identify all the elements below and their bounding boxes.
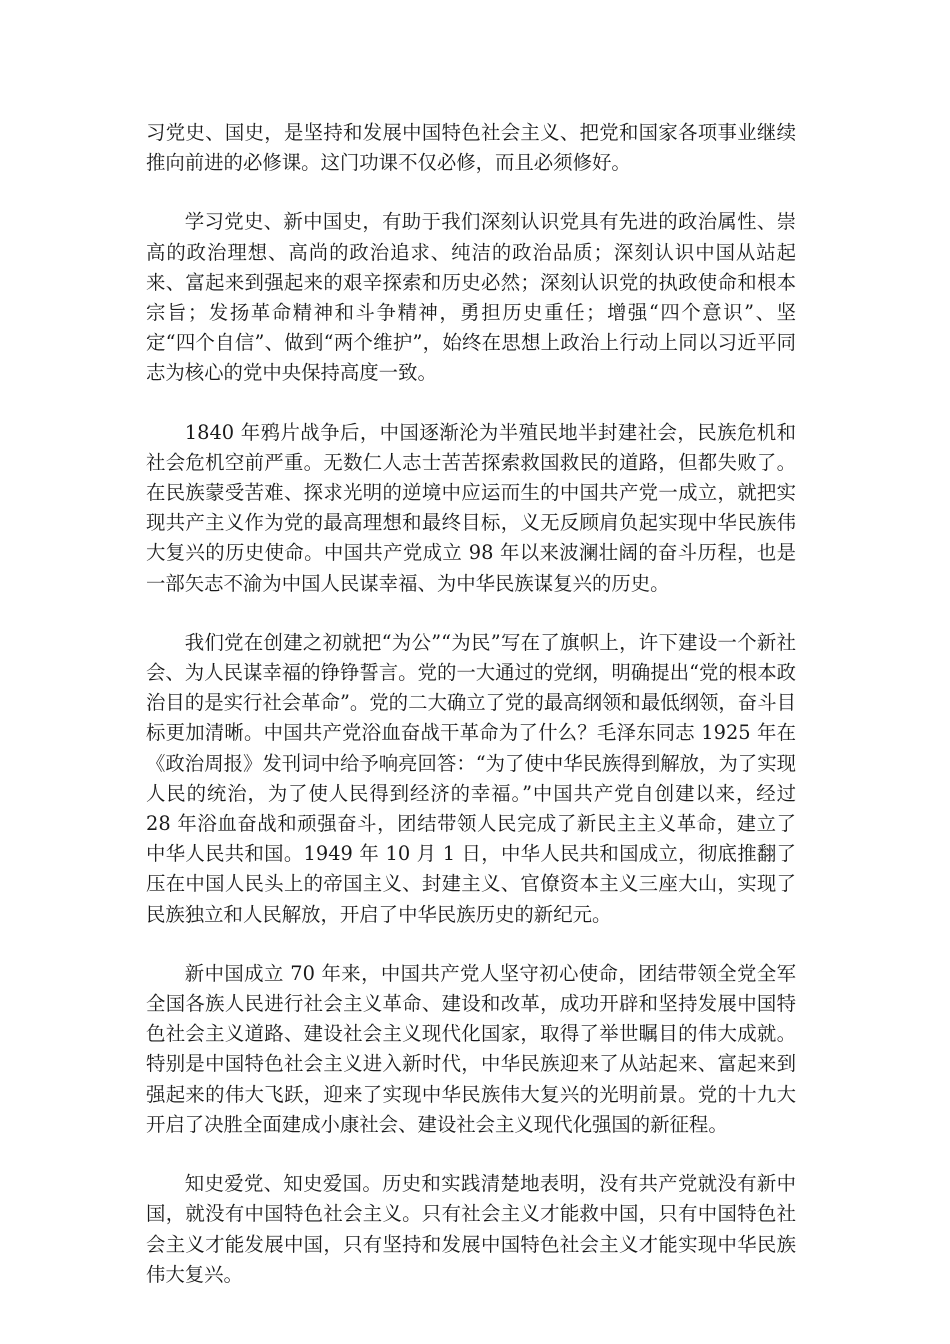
paragraph-new-china-70-years: 新中国成立 70 年来，中国共产党人坚守初心使命，团结带领全党全军全国各族人民进行社会主义革命、建设和改革，成功开辟和坚持发展中国特色社会主义道路、建设社会主义现代化国家，取得了举世瞩目的伟大成就。特别是中国特色社会主义进入新时代，中华民族迎来了从站起来、富起来到强起来的伟大飞跃，迎来了实现中华民族伟大复兴的光明前景。党的十九大开启了决胜全面建成小康社会、建设社会主义现代化强国的新征程。: [146, 961, 796, 1136]
paragraph-continuation: 习党史、国史，是坚持和发展中国特色社会主义、把党和国家各项事业继续推向前进的必修课。这门功课不仅必修，而且必须修好。: [146, 121, 796, 175]
paragraph-opium-war-history: 1840 年鸦片战争后，中国逐渐沦为半殖民地半封建社会，民族危机和社会危机空前严重。无数仁人志士苦苦探索救国救民的道路，但都失败了。在民族蒙受苦难、探求光明的逆境中应运而生的中国共产党一成立，就把实现共产主义作为党的最高理想和最终目标，义无反顾肩负起实现中华民族伟大复兴的历史使命。中国共产党成立 98 年以来波澜壮阔的奋斗历程，也是一部矢志不渝为中国人民谋幸福、为中华民族谋复兴的历史。: [146, 420, 796, 595]
document-page: [146, 118, 796, 1319]
paragraph-party-history-study: 学习党史、新中国史，有助于我们深刻认识党具有先进的政治属性、崇高的政治理想、高尚的政治追求、纯洁的政治品质；深刻认识中国从站起来、富起来到强起来的艰辛探索和历史必然；深刻认识党的执政使命和根本宗旨；发扬革命精神和斗争精神，勇担历史重任；增强“四个意识”、坚定“四个自信”、做到“两个维护”，始终在思想上政治上行动上同以习近平同志为核心的党中央保持高度一致。: [146, 210, 796, 385]
paragraph-know-history: 知史爱党、知史爱国。历史和实践清楚地表明，没有共产党就没有新中国，就没有中国特色社会主义。只有社会主义才能救中国，只有中国特色社会主义才能发展中国，只有坚持和发展中国特色社会主义才能实现中华民族伟大复兴。: [146, 1172, 796, 1286]
paragraph-party-founding: 我们党在创建之初就把“为公”“为民”写在了旗帜上，许下建设一个新社会、为人民谋幸福的铮铮誓言。党的一大通过的党纲，明确提出“党的根本政治目的是实行社会革命”。党的二大确立了党的最高纲领和最低纲领，奋斗目标更加清晰。中国共产党浴血奋战干革命为了什么？毛泽东同志 1925 年在《政治周报》发刊词中给予响亮回答：“为了使中华民族得到解放，为了实现人民的统治，为了使人民得到经济的幸福。”中国共产党自创建以来，经过 28 年浴血奋战和顽强奋斗，团结带领人民完成了新民主主义革命，建立了中华人民共和国。1949 年 10 月 1 日，中华人民共和国成立，彻底推翻了压在中国人民头上的帝国主义、封建主义、官僚资本主义三座大山，实现了民族独立和人民解放，开启了中华民族历史的新纪元。: [146, 630, 796, 926]
